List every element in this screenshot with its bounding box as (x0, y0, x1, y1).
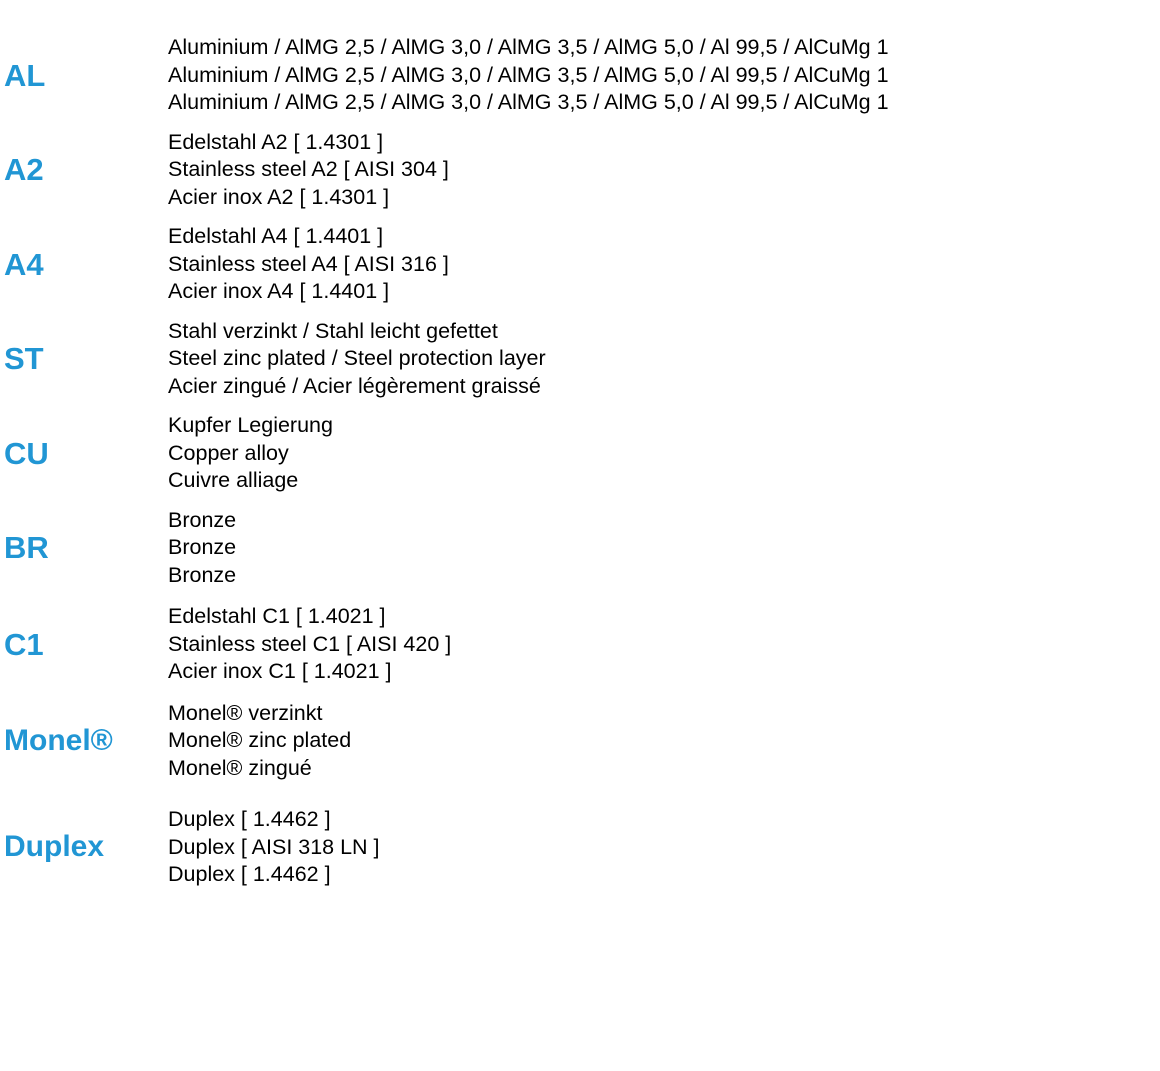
description-line-de: Kupfer Legierung (168, 413, 333, 437)
description-line-en: Copper alloy (168, 440, 289, 465)
description-line-en: Stainless steel A4 [ AISI 316 ] (168, 251, 449, 276)
table-row (0, 806, 1160, 889)
material-code: A4 (4, 246, 44, 282)
description-line-en: Stainless steel A2 [ AISI 304 ] (168, 157, 449, 181)
material-description (168, 34, 1160, 117)
material-code: CU (4, 435, 49, 471)
description-line-fr: Acier inox A4 [ 1.4401 ] (168, 279, 390, 303)
description-line-en: Monel® zinc plated (168, 728, 352, 752)
material-description (168, 223, 1160, 306)
table-row (0, 318, 1160, 401)
table-row (0, 507, 1160, 590)
description-line-fr: Aluminium / AlMG 2,5 / AlMG 3,0 / AlMG 3,5 / AlMG 5,0 / Al 99,5 / AlCuMg 1 (168, 90, 889, 114)
description-line-en: Steel zinc plated / Steel protection layer (168, 346, 546, 370)
description-line-de: Edelstahl A4 [ 1.4401 ] (168, 224, 384, 248)
description-line-fr: Cuivre alliage (168, 468, 299, 492)
description-line-en: Stainless steel C1 [ AISI 420 ] (168, 631, 452, 656)
material-code: AL (4, 57, 46, 93)
description-line-en: Aluminium / AlMG 2,5 / AlMG 3,0 / AlMG 3,5 / AlMG 5,0 / Al 99,5 / AlCuMg 1 (168, 62, 889, 87)
description-line-de: Duplex [ 1.4462 ] (168, 807, 331, 831)
description-line-de: Edelstahl C1 [ 1.4021 ] (168, 604, 386, 628)
table-row (0, 129, 1160, 212)
description-line-fr: Monel® zingué (168, 755, 312, 780)
description-line-fr: Duplex [ 1.4462 ] (168, 862, 331, 886)
description-line-de: Aluminium / AlMG 2,5 / AlMG 3,0 / AlMG 3,5 / AlMG 5,0 / Al 99,5 / AlCuMg 1 (168, 35, 889, 59)
material-description (168, 603, 1160, 686)
description-line-fr: Bronze (168, 562, 237, 587)
material-description (168, 806, 1160, 889)
table-row (0, 700, 1160, 783)
material-description (168, 507, 1160, 590)
material-code: Monel® (4, 723, 113, 757)
material-description (168, 700, 1160, 783)
description-line-fr: Acier inox C1 [ 1.4021 ] (168, 659, 392, 683)
material-description (168, 412, 1160, 495)
description-line-de: Edelstahl A2 [ 1.4301 ] (168, 129, 384, 154)
material-code: BR (4, 530, 49, 566)
description-line-en: Duplex [ AISI 318 LN ] (168, 834, 380, 859)
material-description (168, 318, 1160, 401)
description-line-fr: Acier inox A2 [ 1.4301 ] (168, 184, 390, 209)
material-code: C1 (4, 626, 44, 662)
description-line-de: Stahl verzinkt / Stahl leicht gefettet (168, 318, 498, 343)
description-line-en: Bronze (168, 535, 237, 559)
material-description (168, 129, 1160, 212)
material-code: Duplex (4, 830, 105, 864)
description-line-de: Bronze (168, 507, 237, 532)
table-row (0, 34, 1160, 117)
table-row (0, 412, 1160, 495)
table-row (0, 603, 1160, 686)
description-line-fr: Acier zingué / Acier légèrement graissé (168, 373, 541, 398)
material-code: ST (4, 341, 44, 377)
description-line-de: Monel® verzinkt (168, 700, 323, 725)
table-row (0, 223, 1160, 306)
material-code: A2 (4, 152, 44, 188)
